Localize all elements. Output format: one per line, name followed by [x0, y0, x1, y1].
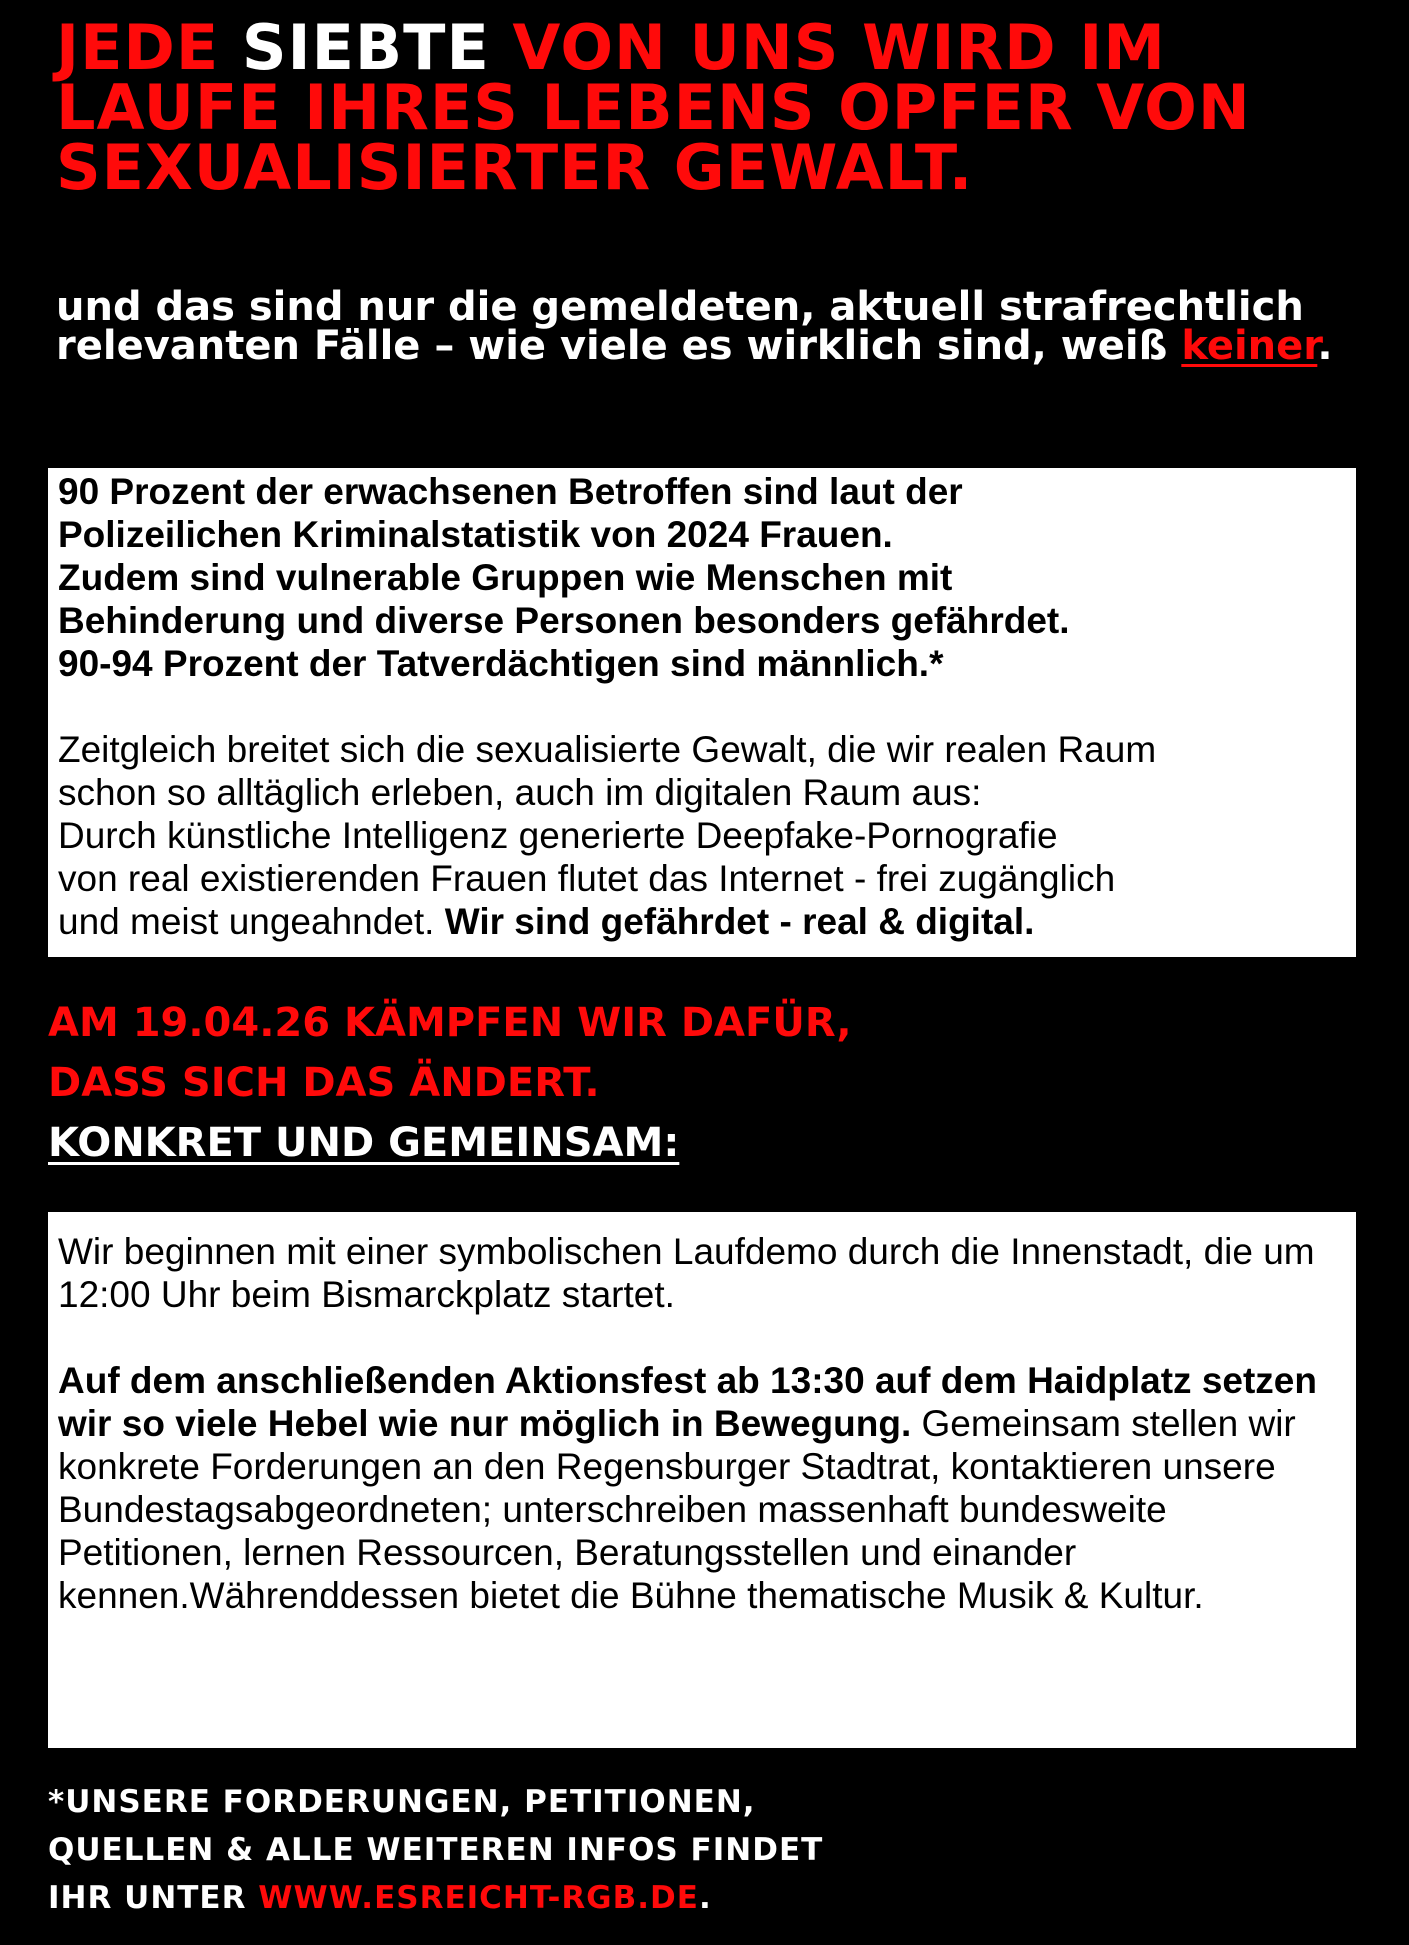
- callout-line-3: [48, 1113, 1348, 1173]
- footer: [48, 1778, 1348, 1922]
- plan-paragraph-1: Wir beginnen mit einer symbolischen Laufdemo durch die Innenstadt, die um 12:00 Uhr beim Bismarckplatz startet.: [58, 1231, 1315, 1315]
- callout-line-1: AM 19.04.26 KÄMPFEN WIR DAFÜR,: [48, 1000, 852, 1046]
- headline-part-2: SIEBTE: [241, 11, 490, 84]
- headline-part-3: VON UNS WIRD IM LAUFE IHRES LEBENS OPFER VON SEXUALISIERTER GEWALT.: [56, 11, 1251, 204]
- subline-end: .: [1317, 323, 1333, 369]
- subline-text: und das sind nur die gemeldeten, aktuell strafrechtlich relevanten Fälle – wie viele es wirklich sind, weiß: [56, 284, 1304, 369]
- facts-box: [48, 468, 1356, 957]
- facts-regular-paragraph: [58, 728, 1346, 943]
- plan-paragraph-2-bold: Auf dem anschließenden Aktionsfest ab 13:30 auf dem Haidplatz setzen wir so viele Hebel wie nur möglich in Bewegung.: [58, 1360, 1317, 1444]
- plan-paragraph-2-regular: Gemeinsam stellen wir konkrete Forderungen an den Regensburger Stadtrat, kontaktieren unsere Bundestagsabgeordneten; unterschreiben massenhaft bundesweite Petitionen, lernen Ressourcen, Beratungsstellen und einander kennen.Währenddessen bietet die Bühne thematische Musik & Kultur.: [58, 1403, 1296, 1616]
- facts-last-line-bold: Wir sind gefährdet - real & digital.: [444, 901, 1035, 942]
- facts-bold-line: 90-94 Prozent der Tatverdächtigen sind männlich.*: [58, 643, 944, 684]
- facts-regular-line: Durch künstliche Intelligenz generierte Deepfake-Pornografie: [58, 815, 1058, 856]
- footer-website-link[interactable]: WWW.ESREICHT-RGB.DE: [258, 1880, 699, 1916]
- facts-bold-paragraph: [58, 470, 1346, 685]
- plan-box: [48, 1212, 1356, 1748]
- facts-bold-line: 90 Prozent der erwachsenen Betroffen sind laut der: [58, 471, 963, 512]
- footer-line-3-suffix: .: [698, 1880, 712, 1916]
- footer-line-2: QUELLEN & ALLE WEITEREN INFOS FINDET: [48, 1832, 824, 1868]
- footer-line-3-prefix: IHR UNTER: [48, 1880, 247, 1916]
- facts-regular-line: von real existierenden Frauen flutet das Internet - frei zugänglich: [58, 858, 1116, 899]
- callout: [48, 993, 1348, 1173]
- facts-regular-line: schon so alltäglich erleben, auch im digitalen Raum aus:: [58, 772, 982, 813]
- facts-last-line-regular: und meist ungeahndet.: [58, 901, 435, 942]
- plan-paragraph-2: [58, 1359, 1346, 1617]
- facts-bold-line: Zudem sind vulnerable Gruppen wie Menschen mit: [58, 557, 953, 598]
- subline: [56, 284, 1356, 369]
- facts-bold-line: Behinderung und diverse Personen besonders gefährdet.: [58, 600, 1070, 641]
- footer-line-1: *UNSERE FORDERUNGEN, PETITIONEN,: [48, 1784, 756, 1820]
- footer-line-3: [48, 1874, 1348, 1922]
- subline-highlight: keiner: [1181, 323, 1318, 369]
- callout-line-2: DASS SICH DAS ÄNDERT.: [48, 1060, 600, 1106]
- headline-part-1: JEDE: [56, 11, 220, 84]
- facts-bold-line: Polizeilichen Kriminalstatistik von 2024 Frauen.: [58, 514, 893, 555]
- headline: [56, 11, 1386, 204]
- callout-subheading: KONKRET UND GEMEINSAM:: [48, 1120, 680, 1166]
- facts-regular-line: Zeitgleich breitet sich die sexualisierte Gewalt, die wir realen Raum: [58, 729, 1157, 770]
